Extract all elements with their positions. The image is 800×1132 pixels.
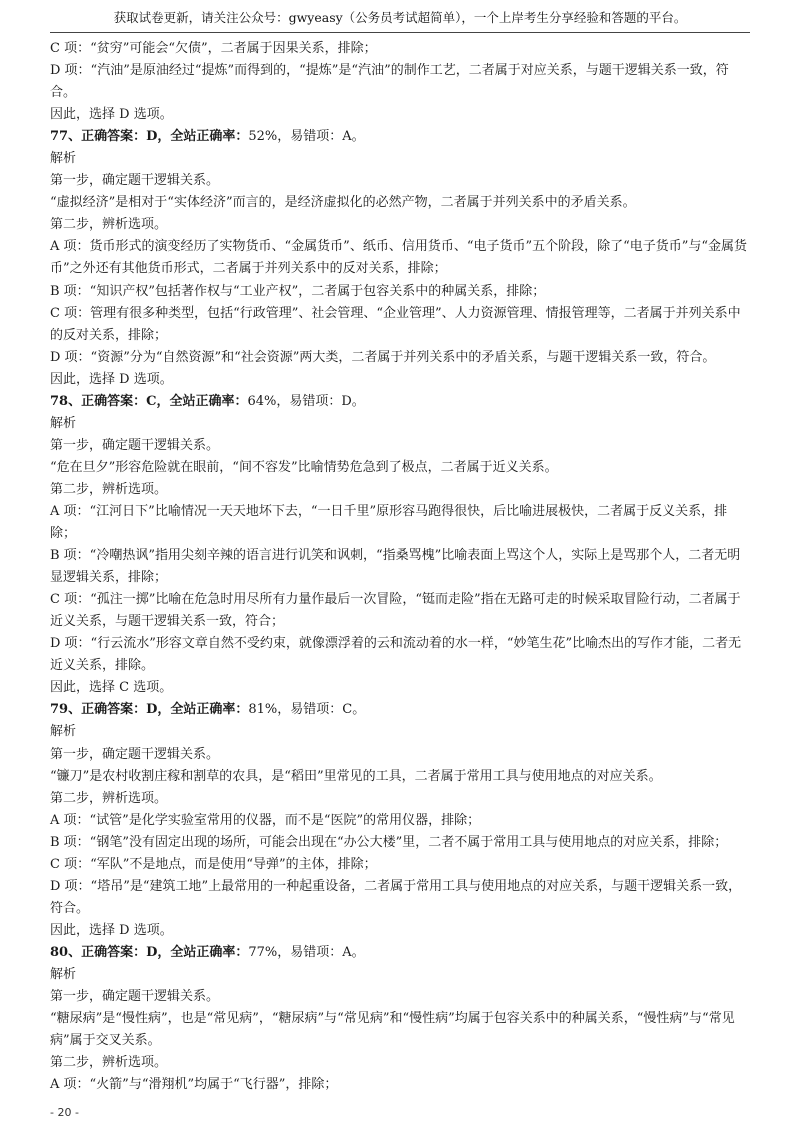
text-line: B 项：“钢笔”没有固定出现的场所，可能会出现在“办公大楼”里，二者不属于常用工具与使用地点的对应关系，排除；: [50, 834, 728, 850]
text-line: 第二步，辨析选项。: [50, 790, 168, 806]
document-body: [50, 38, 752, 1096]
text-line: D 项：“行云流水”形容文章自然不受约束，就像漂浮着的云和流动着的水一样，“妙笔生花”比喻杰出的写作才能，二者无近义关系，排除。: [50, 636, 742, 674]
text-line: 第一步，确定题干逻辑关系。: [50, 437, 220, 453]
text-line: 第一步，确定题干逻辑关系。: [50, 989, 220, 1005]
text-line: 因此，选择 C 选项。: [50, 680, 173, 696]
text-line: A 项：“江河日下”比喻情况一天天地坏下去，“一日千里”原形容马跑得很快，后比喻进展极快，二者属于反义关系，排除；: [50, 503, 728, 542]
page-number: - 20 -: [50, 1106, 79, 1119]
text-line: 第二步，辨析选项。: [50, 481, 168, 497]
text-line: D 项：“汽油”是原油经过“提炼”而得到的，“提炼”是“汽油”的制作工艺，二者属于对应关系，与题干逻辑关系一致，符合。: [50, 63, 729, 101]
header-divider: [50, 32, 750, 33]
answer-head: 78、正确答案：C，全站正确率：: [50, 393, 248, 409]
text-line: 解析: [50, 415, 77, 431]
answer-head: 77、正确答案：D，全站正确率：: [50, 129, 249, 145]
text-line: 因此，选择 D 选项。: [50, 107, 173, 123]
text-line: “虚拟经济”是相对于“实体经济”而言的，是经济虚拟化的必然产物，二者属于并列关系中的矛盾关系。: [50, 195, 636, 211]
answer-head: 80、正确答案：D，全站正确率：: [50, 944, 249, 960]
answer-stats: 77%，易错项：A。: [248, 944, 365, 960]
text-line: 第二步，辨析选项。: [50, 217, 168, 233]
answer-line: [50, 391, 752, 413]
text-line: 因此，选择 D 选项。: [50, 922, 173, 938]
text-line: 解析: [50, 966, 77, 982]
answer-head: 79、正确答案：D，全站正确率：: [50, 702, 249, 718]
page-header: 获取试卷更新，请关注公众号：gwyeasy（公务员考试超简单），一个上岸考生分享经验和答题的平台。: [113, 10, 687, 25]
text-line: A 项：“火箭”与“滑翔机”均属于“飞行器”，排除；: [50, 1077, 338, 1093]
text-line: C 项：“军队”不是地点，而是使用“导弹”的主体，排除；: [50, 856, 377, 872]
text-line: 第一步，确定题干逻辑关系。: [50, 746, 220, 762]
answer-stats: 64%，易错项：D。: [247, 393, 365, 409]
text-line: 解析: [50, 724, 77, 740]
text-line: 第一步，确定题干逻辑关系。: [50, 173, 220, 189]
text-line: B 项：“冷嘲热讽”指用尖刻辛辣的语言进行讥笑和讽刺，“指桑骂槐”比喻表面上骂这个人，实际上是骂那个人，二者无明显逻辑关系，排除；: [50, 548, 741, 586]
answer-line: [50, 942, 752, 964]
text-line: 第二步，辨析选项。: [50, 1055, 168, 1071]
text-line: A 项：货币形式的演变经历了实物货币、“金属货币”、纸币、信用货币、“电子货币”五个阶段，除了“电子货币”与“金属货币”之外还有其他货币形式，二者属于并列关系中的反对关系，排除；: [50, 239, 748, 277]
text-line: C 项：管理有很多种类型，包括“行政管理”、社会管理、“企业管理”、人力资源管理、情报管理等，二者属于并列关系中的反对关系，排除；: [50, 305, 741, 343]
answer-stats: 81%，易错项：C。: [248, 702, 366, 718]
text-line: “糖尿病”是“慢性病”，也是“常见病”，“糖尿病”与“常见病”和“慢性病”均属于包容关系中的种属关系，“慢性病”与“常见病”属于交叉关系。: [50, 1011, 735, 1049]
text-line: 解析: [50, 151, 77, 167]
text-line: C 项：“孤注一掷”比喻在危急时用尽所有力量作最后一次冒险，“铤而走险”指在无路可走的时候采取冒险行动，二者属于近义关系，与题干逻辑关系一致，符合；: [50, 592, 741, 630]
text-line: “镰刀”是农村收割庄稼和割草的农具，是“稻田”里常见的工具，二者属于常用工具与使用地点的对应关系。: [50, 768, 662, 784]
answer-stats: 52%，易错项：A。: [248, 129, 365, 145]
text-line: B 项：“知识产权”包括著作权与“工业产权”，二者属于包容关系中的种属关系，排除；: [50, 283, 546, 299]
text-line: 因此，选择 D 选项。: [50, 371, 173, 387]
text-line: C 项：“贫穷”可能会“欠债”，二者属于因果关系，排除；: [50, 41, 377, 56]
answer-line: [50, 699, 752, 721]
answer-line: [50, 126, 752, 148]
text-line: D 项：“资源”分为“自然资源”和“社会资源”两大类，二者属于并列关系中的矛盾关系，与题干逻辑关系一致，符合。: [50, 349, 716, 365]
text-line: “危在旦夕”形容危险就在眼前，“间不容发”比喻情势危急到了极点，二者属于近义关系。: [50, 459, 558, 475]
text-line: D 项：“塔吊”是“建筑工地”上最常用的一种起重设备，二者属于常用工具与使用地点的对应关系，与题干逻辑关系一致，符合。: [50, 878, 742, 916]
text-line: A 项：“试管”是化学实验室常用的仪器，而不是“医院”的常用仪器，排除；: [50, 812, 481, 828]
